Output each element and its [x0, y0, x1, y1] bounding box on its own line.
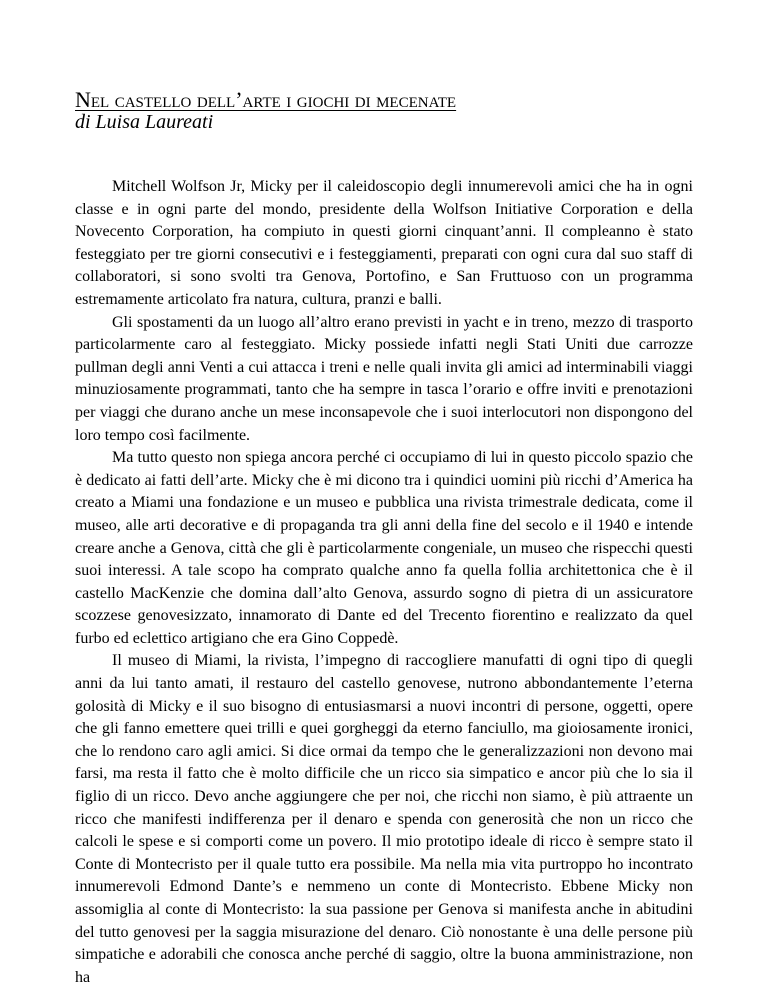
article-body — [75, 176, 693, 989]
paragraph: Il museo di Miami, la rivista, l’impegno di raccogliere manufatti di ogni tipo di quegli anni da lui tanto amati, il restauro del castello genovese, nutrono abbondantemente l’eterna golosità di Micky e il suo bisogno di entusiasmarsi a nuovi incontri di persone, oggetti, opere che gli fanno emettere quei trilli e quei gorgheggi da eterno fanciullo, ma gioiosamente ironici, che lo rendono caro agli amici. Si dice ormai da tempo che le generalizzazioni non devono mai farsi, ma resta il fatto che è molto difficile che un ricco sia simpatico e ancor più che lo sia il figlio di un ricco. Devo anche aggiungere che per noi, che ricchi non siamo, è più attraente un ricco che manifesti indifferenza per il denaro e spenda con generosità che non un ricco che calcoli le spese e si comporti come un povero. Il mio prototipo ideale di ricco è sempre stato il Conte di Montecristo per il quale tutto era possibile. Ma nella mia vita purtroppo ho incontrato innumerevoli Edmond Dante’s e nemmeno un conte di Montecristo. Ebbene Micky non assomiglia al conte di Montecristo: la sua passione per Genova si manifesta anche in abitudini del tutto genovesi per la saggia misurazione del denaro. Ciò nonostante è una delle persone più simpatiche e adorabili che conosca anche perché di saggio, oltre la buona amministrazione, non ha — [75, 652, 693, 986]
article-byline: di Luisa Laureati — [75, 111, 214, 133]
paragraph: Gli spostamenti da un luogo all’altro erano previsti in yacht e in treno, mezzo di trasporto particolarmente caro al festeggiato. Micky possiede infatti negli Stati Uniti due carrozze pullman degli anni Venti a cui attacca i treni e nelle quali invita gli amici ad interminabili viaggi minuziosamente programmati, tanto che ha sempre in tasca l’orario e offre inviti e prenotazioni per viaggi che durano anche un mese inconsapevole che i suoi interlocutori non dispongono del loro tempo così facilmente. — [75, 313, 693, 444]
article-title: Nel castello dell’arte i giochi di mecenate — [75, 87, 457, 112]
paragraph: Ma tutto questo non spiega ancora perché ci occupiamo di lui in questo piccolo spazio che è dedicato ai fatti dell’arte. Micky che è mi dicono tra i quindici uomini più ricchi d’America ha creato a Miami una fondazione e un museo e pubblica una rivista trimestrale dedicata, come il museo, alle arti decorative e di propaganda tra gli anni della fine del secolo e il 1940 e intende creare anche a Genova, città che gli è particolarmente congeniale, un museo che rispecchi questi suoi interessi. A tale scopo ha comprato qualche anno fa quella follia architettonica che è il castello MacKenzie che domina dall’alto Genova, assurdo sogno di pietra di un assicuratore scozzese genovesizzato, innamorato di Dante ed del Trecento fiorentino e realizzato da quel furbo ed eclettico artigiano che era Gino Coppedè. — [75, 449, 693, 647]
paragraph: Mitchell Wolfson Jr, Micky per il caleidoscopio degli innumerevoli amici che ha in ogni classe e in ogni parte del mondo, presidente della Wolfson Initiative Corporation e della Novecento Corporation, ha compiuto in questi giorni cinquant’anni. Il compleanno è stato festeggiato per tre giorni consecutivi e i festeggiamenti, preparati con ogni cura dal suo staff di collaboratori, si sono svolti tra Genova, Portofino, e San Fruttuoso con un programma estremamente articolato fra natura, cultura, pranzi e balli. — [75, 178, 693, 308]
